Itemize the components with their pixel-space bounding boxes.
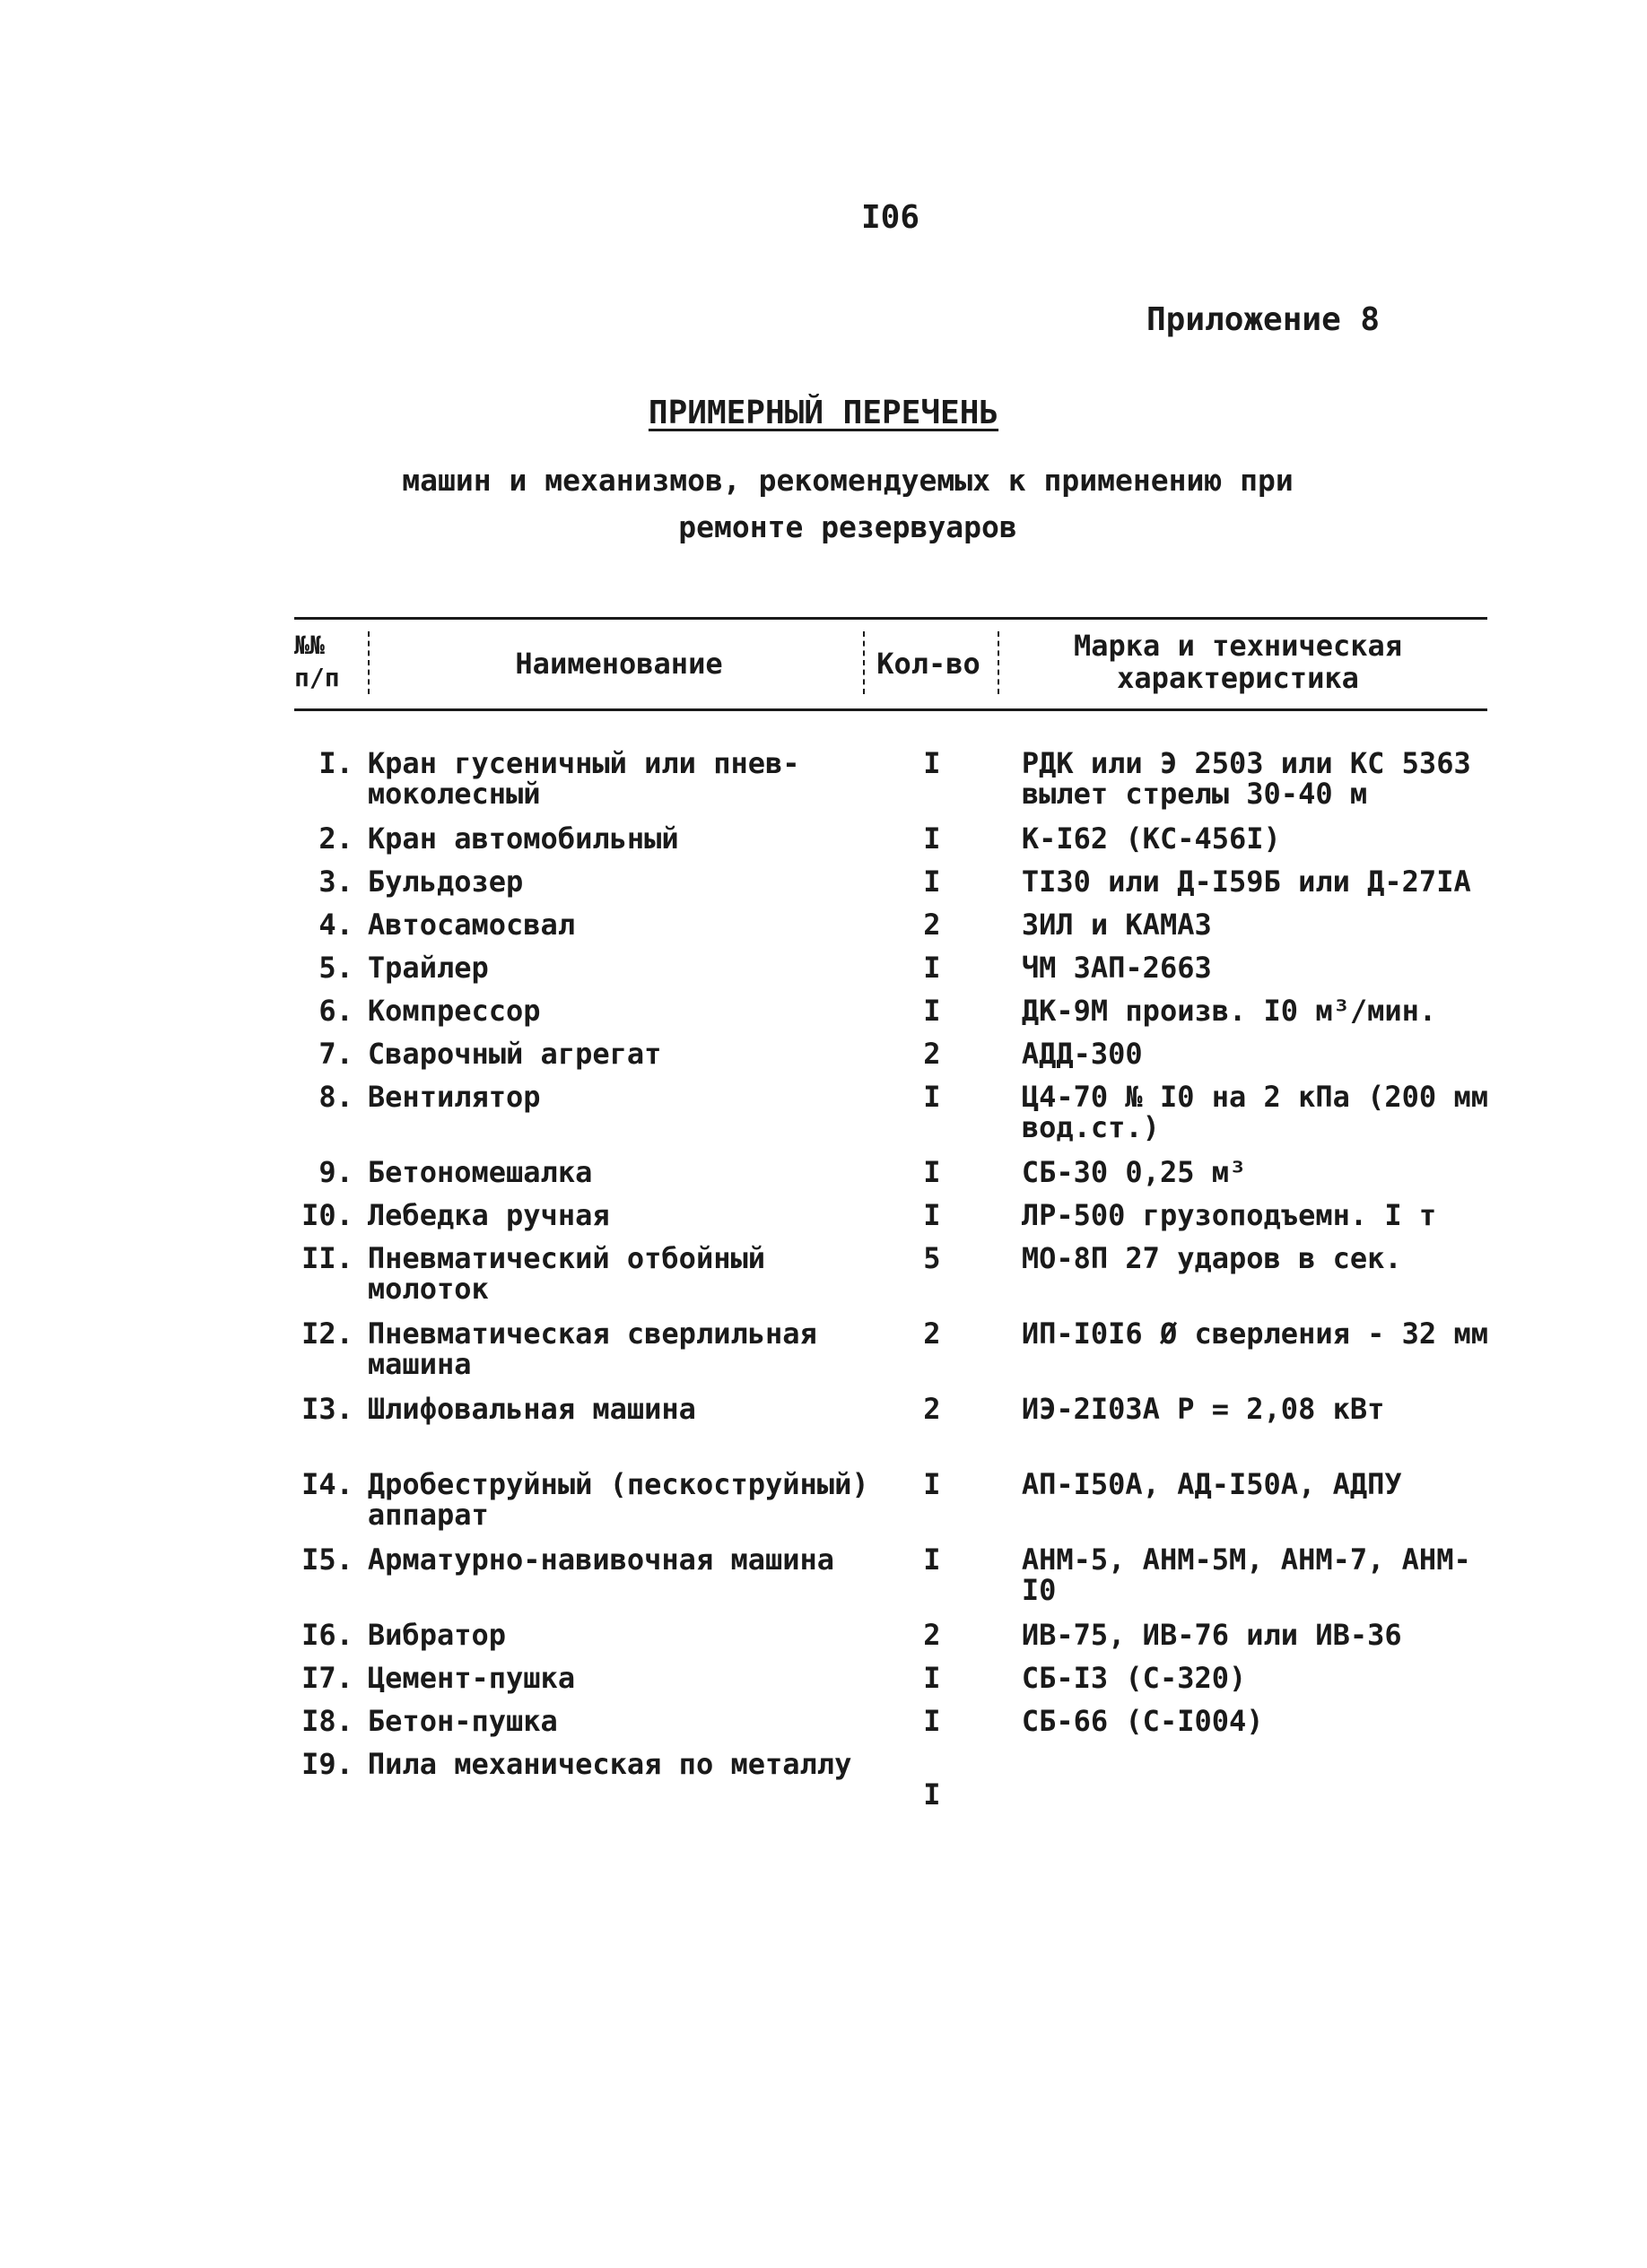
row-name: Арматурно-навивочная машина	[367, 1542, 835, 1577]
row-qty: 2	[923, 1392, 941, 1426]
row-qty: 2	[923, 1618, 941, 1652]
table-row	[294, 1749, 1496, 1824]
table-row	[294, 1318, 1496, 1394]
table-body	[294, 748, 1496, 1824]
header-qty: Кол-во	[876, 647, 980, 681]
row-spec: ЛР-500 грузоподъемн. I т	[1021, 1198, 1437, 1232]
row-num: II.	[301, 1241, 353, 1275]
subtitle-line-1: машин и механизмов, рекомендуемых к применению при	[402, 463, 1294, 498]
row-name: Шлифовальная машина	[367, 1392, 696, 1426]
row-qty: I	[923, 1080, 941, 1114]
table-row	[294, 1469, 1496, 1544]
header-separator	[368, 631, 370, 694]
row-qty: 2	[923, 1316, 941, 1351]
row-num: I5.	[301, 1542, 353, 1577]
table-row	[294, 1082, 1496, 1157]
row-num: 8.	[318, 1080, 353, 1114]
row-num: I2.	[301, 1316, 353, 1351]
row-qty: I	[923, 1777, 941, 1812]
table-row	[294, 1038, 1496, 1082]
subtitle-line-2: ремонте резервуаров	[678, 509, 1017, 544]
row-spec: ДК-9М произв. I0 м³/мин.	[1021, 994, 1437, 1028]
table-row	[294, 1544, 1496, 1620]
header-name: Наименование	[515, 647, 723, 681]
row-name: Автосамосвал	[367, 908, 576, 942]
row-num: 5.	[318, 951, 353, 985]
row-name: Кран автомобильный	[367, 821, 679, 856]
row-qty: I	[923, 746, 941, 780]
row-spec: АП-I50А, АД-I50А, АДПУ	[1021, 1467, 1402, 1501]
row-qty: I	[923, 1704, 941, 1738]
row-spec: СБ-66 (С-I004)	[1021, 1704, 1264, 1738]
row-qty: 2	[923, 1037, 941, 1071]
row-num: I3.	[301, 1392, 353, 1426]
row-name: Вибратор	[367, 1618, 507, 1652]
row-name: Пневматическая сверлильная машина	[367, 1316, 817, 1381]
row-num: I7.	[301, 1661, 353, 1695]
header-spec: Марка и техническая характеристика	[1073, 629, 1403, 695]
row-num: 6.	[318, 994, 353, 1028]
row-num: I6.	[301, 1618, 353, 1652]
table-row	[294, 1663, 1496, 1706]
row-name: Лебедка ручная	[367, 1198, 610, 1232]
row-name: Бетономешалка	[367, 1155, 593, 1189]
row-name: Сварочный агрегат	[367, 1037, 662, 1071]
table-row	[294, 823, 1496, 866]
row-spec: АДД-300	[1021, 1037, 1143, 1071]
page-number: I06	[861, 199, 920, 236]
row-spec: ИП-I0I6 Ø сверления - 32 мм	[1021, 1316, 1488, 1351]
row-qty: 5	[923, 1241, 941, 1275]
row-name: Пневматический отбойный молоток	[367, 1241, 765, 1306]
row-num: I0.	[301, 1198, 353, 1232]
row-num: 2.	[318, 821, 353, 856]
row-qty: I	[923, 951, 941, 985]
table-header-rule	[294, 708, 1487, 711]
row-spec: РДК или Э 2503 или КС 5363 вылет стрелы 30-40 м	[1021, 746, 1471, 811]
table-row	[294, 1200, 1496, 1243]
table-row	[294, 1706, 1496, 1749]
row-spec	[995, 1749, 1496, 1824]
row-name: Дробеструйный (пескоструйный) аппарат	[367, 1467, 869, 1532]
table-row	[294, 952, 1496, 995]
row-qty: I	[923, 1198, 941, 1232]
row-spec: ЧМ ЗАП-2663	[1021, 951, 1212, 985]
row-name: Цемент-пушка	[367, 1661, 576, 1695]
appendix-label: Приложение 8	[1146, 301, 1381, 338]
row-qty: 2	[923, 908, 941, 942]
row-spec: ИЭ-2I03А Р = 2,08 кВт	[1021, 1392, 1385, 1426]
row-name: Вентилятор	[367, 1080, 541, 1114]
row-qty: I	[923, 1661, 941, 1695]
document-subtitle	[359, 457, 1337, 551]
table-row	[294, 1157, 1496, 1200]
row-qty: I	[923, 821, 941, 856]
table-row	[294, 1243, 1496, 1318]
header-separator	[863, 631, 865, 694]
header-num: №№ п/п	[294, 630, 340, 692]
table-row	[294, 1394, 1496, 1469]
row-spec: Ц4-70 № I0 на 2 кПа (200 мм вод.ст.)	[1021, 1080, 1488, 1144]
row-num: I.	[318, 746, 353, 780]
row-name: Пила механическая по металлу	[367, 1747, 852, 1781]
row-spec: ТI30 или Д-I59Б или Д-27IА	[1021, 865, 1471, 899]
row-name: Бульдозер	[367, 865, 524, 899]
row-qty: I	[923, 994, 941, 1028]
row-num: 7.	[318, 1037, 353, 1071]
row-spec: МО-8П 27 ударов в сек.	[1021, 1241, 1402, 1275]
table-row	[294, 909, 1496, 952]
row-spec: СБ-30 0,25 м³	[1021, 1155, 1247, 1189]
row-qty: I	[923, 1467, 941, 1501]
row-name: Бетон-пушка	[367, 1704, 558, 1738]
table-row	[294, 748, 1496, 823]
row-name: Трайлер	[367, 951, 489, 985]
row-qty: I	[923, 1155, 941, 1189]
table-row	[294, 995, 1496, 1038]
row-num: 4.	[318, 908, 353, 942]
row-spec: ИВ-75, ИВ-76 или ИВ-36	[1021, 1618, 1402, 1652]
document-title: ПРИМЕРНЫЙ ПЕРЕЧЕНЬ	[648, 395, 999, 431]
row-num: I8.	[301, 1704, 353, 1738]
table-row	[294, 866, 1496, 909]
table-row	[294, 1620, 1496, 1663]
row-num: 9.	[318, 1155, 353, 1189]
row-name: Компрессор	[367, 994, 541, 1028]
row-num: I4.	[301, 1467, 353, 1501]
row-num: 3.	[318, 865, 353, 899]
row-qty: I	[923, 1542, 941, 1577]
row-spec: АНМ-5, АНМ-5М, АНМ-7, АНМ-I0	[1021, 1542, 1471, 1607]
row-spec: К-I62 (КС-456I)	[1021, 821, 1281, 856]
row-name: Кран гусеничный или пнев-моколесный	[367, 746, 800, 811]
row-qty: I	[923, 865, 941, 899]
table-top-rule	[294, 617, 1487, 620]
row-num: I9.	[301, 1747, 353, 1781]
header-separator	[998, 631, 999, 694]
row-spec: СБ-I3 (С-320)	[1021, 1661, 1247, 1695]
row-spec: ЗИЛ и КАМАЗ	[1021, 908, 1212, 942]
